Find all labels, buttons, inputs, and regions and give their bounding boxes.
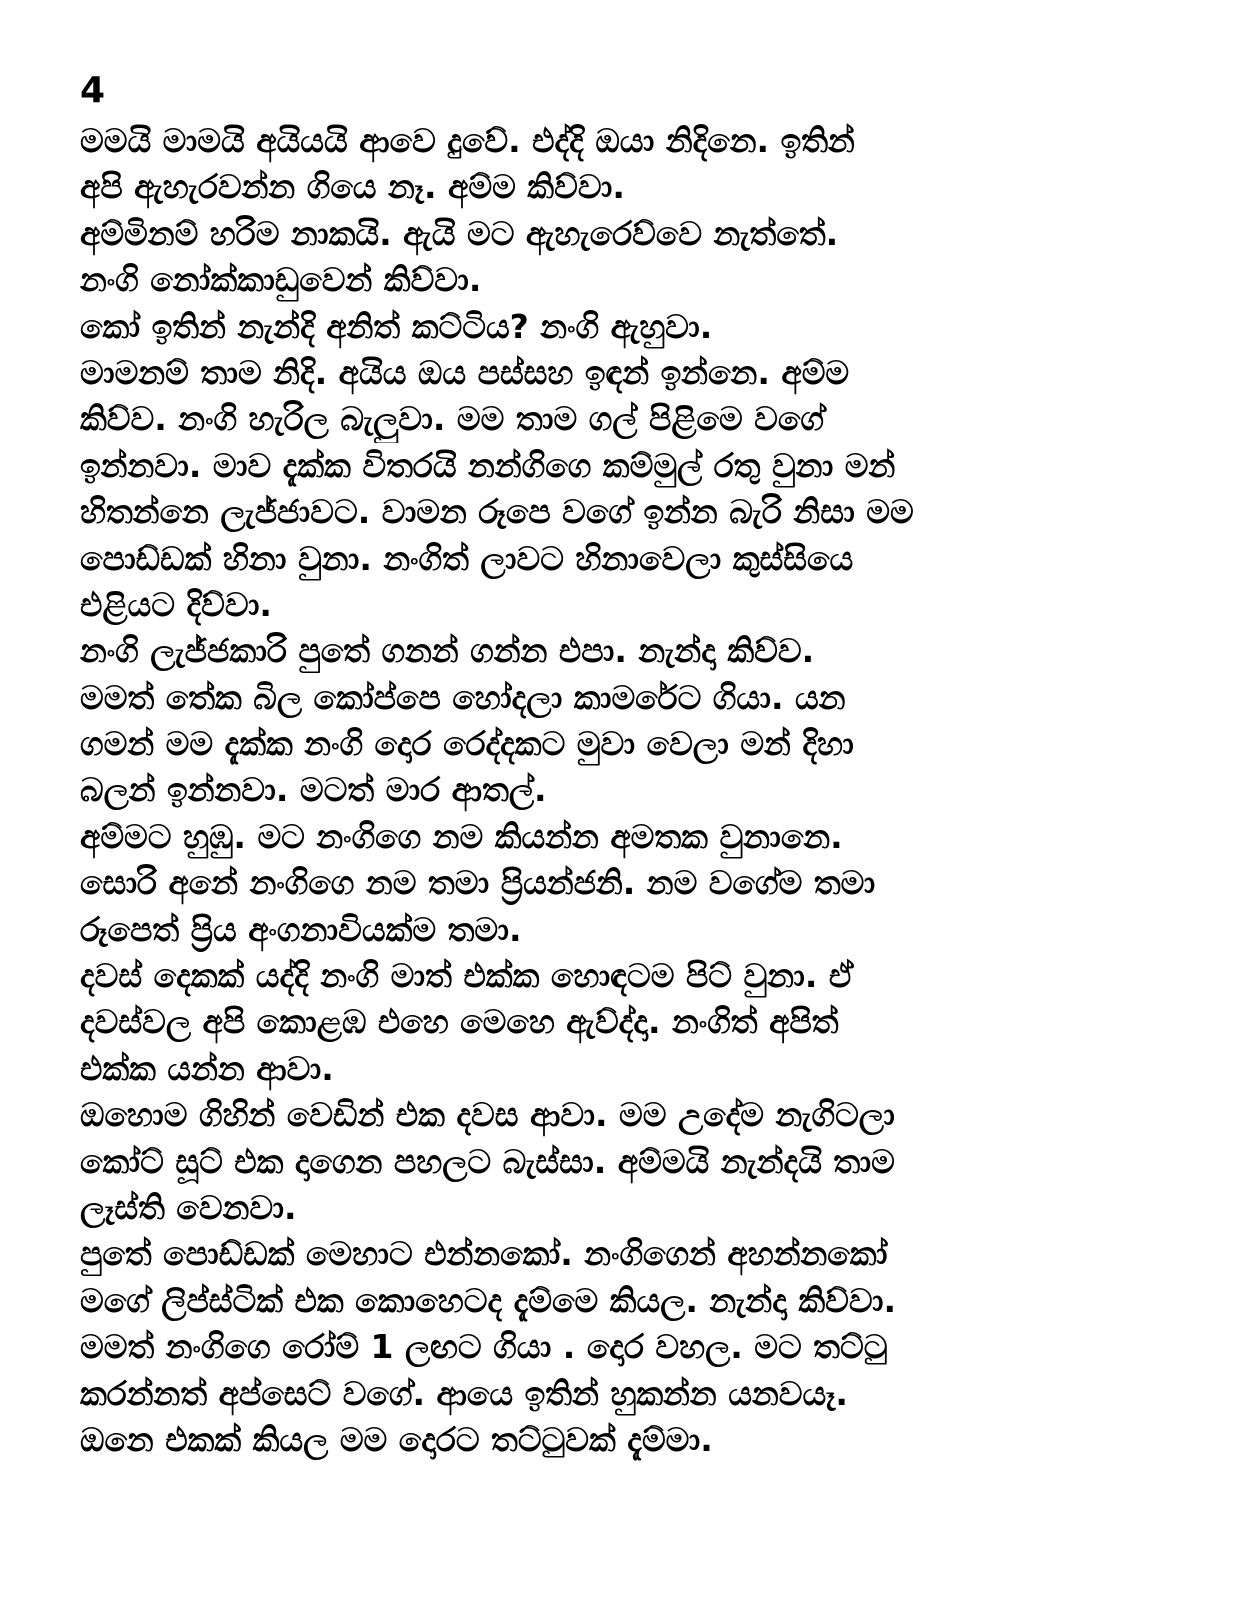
text-line: බලන් ඉන්නවා. මටත් මාර ආතල්. <box>80 770 547 810</box>
text-line: පොඩ්ඩක් හිනා වුනා. නංගිත් ලාවට හිනාවෙලා කුස්සියෙ <box>80 538 854 578</box>
text-line: එළියට දිව්වා. <box>80 584 272 624</box>
text-line: රූපෙත් ප්‍රිය අංගනාවියක්ම තමා. <box>80 909 522 949</box>
text-line: කෝට් සූට් එක දාගෙන පහලට බැස්සා. අම්මයි නැන්දයි තාම <box>80 1141 895 1181</box>
text-line: එක්ක යන්න ආවා. <box>80 1048 334 1088</box>
text-line: ඔහොම ගිහින් වෙඩින් එක දවස ආවා. මම උදේම නැගිටලා <box>80 1095 895 1135</box>
text-line: සොරි අනේ නංගිගෙ නම තමා ප්‍රියන්ජනි. නම වගේම තමා <box>80 863 876 903</box>
text-line: කෝ ඉතින් නැන්දි අනිත් කට්ටිය? නංගි ඇහුවා. <box>80 306 713 346</box>
text-line: නංගි නෝක්කාඩුවෙන් කිව්වා. <box>80 260 482 300</box>
text-line: අපි ඇහැරවන්න ගියෙ නෑ. අම්ම කිව්වා. <box>80 167 625 207</box>
text-line: අම්මිනම් හරිම නාකයි. ඇයි මට ඇහැරෙව්වෙ නැත්තේ. <box>80 213 839 253</box>
text-line: කිව්ව. නංගි හැරිල බැලුවා. මම තාම ගල් පිළිමෙ වගේ <box>80 399 824 439</box>
text-line: මාමනම් තාම නිදි. අයිය ඔය පස්සහ ඉඳන් ඉන්නෙ. අම්ම <box>80 352 850 392</box>
text-line: මමත් නංගිගෙ රෝම් 1 ලඟට ගියා . දොර වහල. මට තට්ටු <box>80 1327 888 1367</box>
text-line: මමත් තේක බිල කෝප්පෙ හෝදලා කාමරේට ගියා. යන <box>80 677 846 717</box>
text-line: ලෑස්ති වෙනවා. <box>80 1187 297 1227</box>
page-number: 4 <box>80 70 106 111</box>
text-line: නංගි ලැජ්ජකාරි පුතේ ගනන් ගන්න එපා. නැන්දා කිව්ව. <box>80 631 815 671</box>
text-line: කරන්නත් අප්සෙට් වගේ. ආයෙ ඉතින් හුකන්න යනවයෑ. <box>80 1373 848 1413</box>
text-line: හිතන්නෙ ලැජ්ජාවට. වාමන රූපෙ වගේ ඉන්න බැරි නිසා මම <box>80 492 914 532</box>
text-line: ඔනෙ එකක් කියල මම දොරට තට්ටුවක් දැම්මා. <box>80 1419 713 1459</box>
text-line: ගමන් මම දැක්ක නංගි දොර රෙද්දකට මුවා වෙලා මන් දිහා <box>80 724 854 764</box>
text-line: දවස්වල අපි කොළඹ එහෙ මෙහෙ ඇව්ද්දා. නංගිත් අපිත් <box>80 1002 839 1042</box>
text-line: පුතේ පොඩ්ඩක් මෙහාට එන්නකෝ. නංගිගෙන් අහන්නකෝ <box>80 1234 888 1274</box>
text-line: අම්මට හුඹු. මට නංගිගෙ නම කියන්න අමතක වුනානෙ. <box>80 816 843 856</box>
story-text <box>80 118 1170 1463</box>
text-line: ඉන්නවා. මාව දැක්ක විතරයි නන්ගිගෙ කම්මුල් රතු වුනා මන් <box>80 445 896 485</box>
text-line: මගේ ලිප්ස්ටික් එක කොහෙටද දැම්මෙ කියල. නැන්දා කිව්වා. <box>80 1280 896 1320</box>
text-line: මමයි මාමයි අයියයි ආවෙ දුවේ. එද්දි ඔයා නිදිනෙ. ඉතින් <box>80 121 855 160</box>
text-line: දවස් දෙකක් යද්දි නංගි මාත් එක්ක හොඳටම පිට් වුනා. ඒ <box>80 956 854 996</box>
